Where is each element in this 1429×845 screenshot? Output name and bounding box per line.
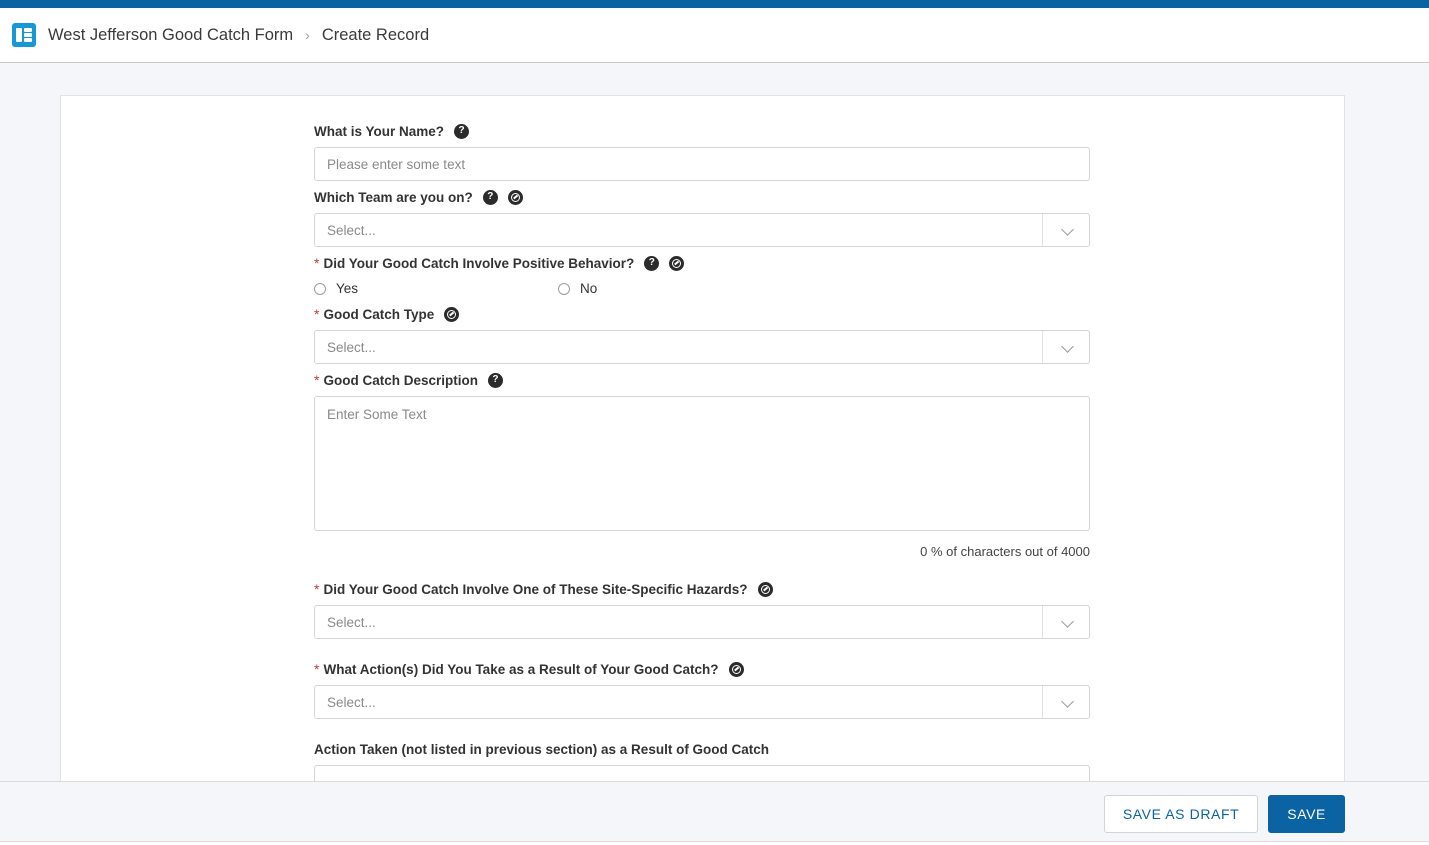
info-circle-icon[interactable] (444, 307, 459, 322)
radio-option-yes[interactable] (314, 281, 358, 296)
required-indicator: * (314, 581, 320, 597)
actions-taken-select[interactable] (314, 685, 1090, 719)
question-mark-icon[interactable]: ? (483, 190, 498, 205)
info-circle-icon[interactable] (669, 256, 684, 271)
field-good-catch-description-label: Good Catch Description (323, 372, 478, 388)
field-good-catch-type-label-row (314, 304, 1344, 324)
field-team (314, 187, 1344, 247)
field-good-catch-type (314, 304, 1344, 364)
form-action-footer (0, 781, 1429, 845)
app-grid-icon[interactable] (12, 23, 36, 47)
question-mark-icon[interactable]: ? (644, 256, 659, 271)
info-circle-icon[interactable] (729, 662, 744, 677)
breadcrumb-separator-icon: › (305, 27, 310, 43)
chevron-down-icon[interactable] (1063, 697, 1073, 707)
field-good-catch-type-label: Good Catch Type (323, 306, 435, 322)
breadcrumb-header (0, 8, 1429, 63)
field-team-label-row (314, 187, 1344, 207)
field-actions-taken-label-row (314, 659, 1344, 679)
bottom-edge (0, 841, 1429, 845)
radio-option-yes-label: Yes (336, 281, 359, 296)
radio-circle-icon[interactable] (314, 283, 326, 295)
question-mark-icon[interactable]: ? (454, 124, 469, 139)
good-catch-description-textarea[interactable] (314, 396, 1090, 531)
create-record-card (60, 95, 1345, 795)
actions-taken-select-value[interactable]: Select... (314, 685, 1090, 719)
save-button[interactable]: SAVE (1268, 795, 1345, 833)
radio-option-no-label: No (580, 281, 598, 296)
top-accent-bar (0, 0, 1429, 8)
select-divider (1042, 214, 1043, 246)
breadcrumb-root-link[interactable]: West Jefferson Good Catch Form (48, 25, 294, 44)
chevron-down-icon[interactable] (1063, 617, 1073, 627)
field-positive-behavior-label: Did Your Good Catch Involve Positive Behavior? (323, 255, 635, 271)
select-divider (1042, 686, 1043, 718)
good-catch-type-select[interactable] (314, 330, 1090, 364)
breadcrumb-current: Create Record (321, 25, 430, 44)
field-site-specific-hazards-label-row (314, 579, 1344, 599)
radio-option-no[interactable] (558, 281, 597, 296)
question-mark-icon[interactable]: ? (488, 373, 503, 388)
positive-behavior-radio-group (314, 281, 1344, 296)
required-indicator: * (314, 372, 320, 388)
required-indicator: * (314, 255, 320, 271)
field-actions-taken-label: What Action(s) Did You Take as a Result of Your Good Catch? (323, 661, 719, 677)
save-as-draft-button[interactable]: SAVE AS DRAFT (1104, 795, 1258, 833)
field-action-taken-other-label-row (314, 739, 1344, 759)
team-select-value[interactable]: Select... (314, 213, 1090, 247)
field-site-specific-hazards-label: Did Your Good Catch Involve One of These Site-Specific Hazards? (323, 581, 748, 597)
chevron-down-icon[interactable] (1063, 342, 1073, 352)
field-name-label-row (314, 121, 1344, 141)
required-indicator: * (314, 306, 320, 322)
field-name-label: What is Your Name? (314, 123, 445, 139)
page-body (0, 63, 1429, 845)
record-form (61, 96, 1344, 795)
select-divider (1042, 331, 1043, 363)
info-circle-icon[interactable] (758, 582, 773, 597)
field-team-label: Which Team are you on? (314, 189, 473, 205)
good-catch-type-select-value[interactable]: Select... (314, 330, 1090, 364)
site-specific-hazards-select-value[interactable]: Select... (314, 605, 1090, 639)
radio-circle-icon[interactable] (558, 283, 570, 295)
field-positive-behavior (314, 253, 1344, 296)
field-name (314, 121, 1344, 181)
required-indicator: * (314, 661, 320, 677)
name-input[interactable] (314, 147, 1090, 181)
field-action-taken-other-label: Action Taken (not listed in previous section) as a Result of Good Catch (314, 741, 770, 757)
chevron-down-icon[interactable] (1063, 225, 1073, 235)
select-divider (1042, 606, 1043, 638)
field-good-catch-description-label-row (314, 370, 1344, 390)
site-specific-hazards-select[interactable] (314, 605, 1090, 639)
field-positive-behavior-label-row (314, 253, 1344, 273)
field-good-catch-description (314, 370, 1344, 559)
field-site-specific-hazards (314, 579, 1344, 639)
info-circle-icon[interactable] (508, 190, 523, 205)
character-counter: 0 % of characters out of 4000 (920, 544, 1090, 559)
field-actions-taken (314, 659, 1344, 719)
team-select[interactable] (314, 213, 1090, 247)
